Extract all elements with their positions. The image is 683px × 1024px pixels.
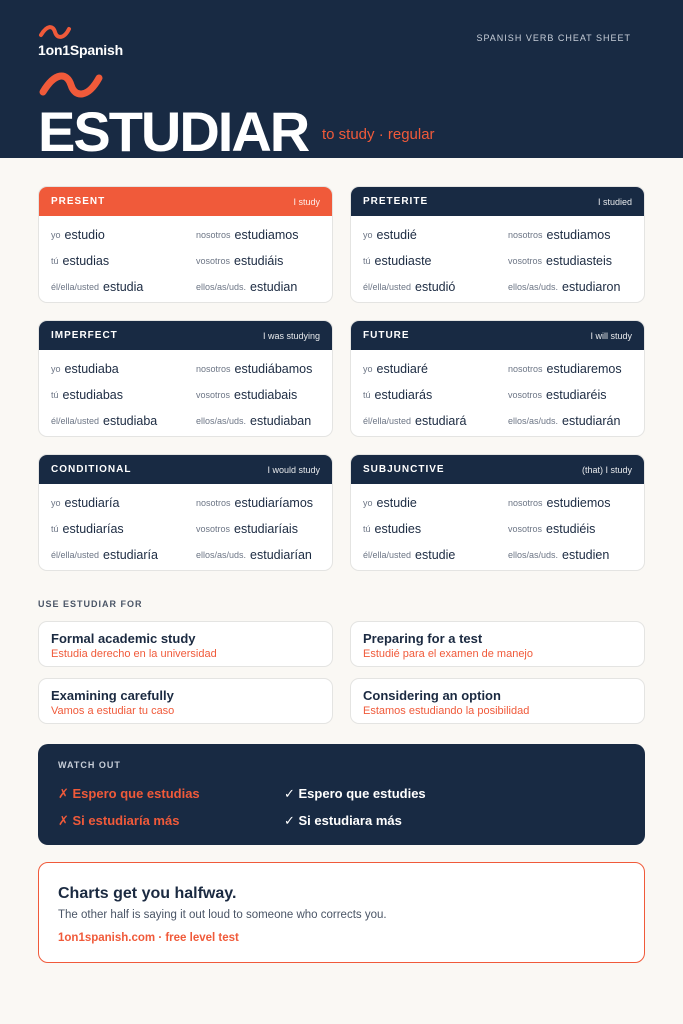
conjugation-cell: [508, 382, 645, 408]
verb-meaning: to study · regular: [322, 126, 435, 143]
tense-card-present: [38, 186, 333, 303]
verb-form: estudiaría: [64, 496, 120, 510]
cta-link[interactable]: 1on1spanish.com · free level test: [58, 932, 239, 944]
pronoun: ellos/as/uds.: [196, 416, 247, 426]
verb-form: estudias: [62, 254, 110, 268]
pronoun: él/ella/usted: [363, 550, 412, 560]
pronoun: tú: [51, 390, 59, 400]
pronoun: yo: [363, 498, 373, 508]
pronoun: yo: [363, 230, 373, 240]
brand-logo[interactable]: 1on1Spanish: [38, 42, 123, 58]
verb-form: estudié: [376, 228, 417, 242]
pronoun: él/ella/usted: [363, 282, 412, 292]
pronoun: nosotros: [508, 230, 543, 240]
verb-form: estudies: [374, 522, 422, 536]
verb-form: estudiarían: [250, 548, 312, 562]
conjugation-cell: [196, 490, 333, 516]
uses-section-label: USE ESTUDIAR FOR: [38, 599, 143, 609]
tense-card-future: [350, 320, 645, 437]
use-title: Examining carefully: [51, 688, 174, 703]
tense-name: SUBJUNCTIVE: [363, 464, 445, 475]
pronoun: yo: [51, 498, 61, 508]
tense-header: [39, 321, 332, 350]
conjugation-cell: [196, 408, 333, 434]
watch-out-label: WATCH OUT: [58, 760, 121, 770]
tense-name: PRESENT: [51, 196, 106, 207]
pronoun: ellos/as/uds.: [196, 282, 247, 292]
conjugation-cell: [196, 248, 333, 274]
tense-header: [39, 455, 332, 484]
verb-form: estudiaron: [562, 280, 621, 294]
tense-card-imperfect: [38, 320, 333, 437]
conjugation-cell: [363, 516, 508, 542]
pronoun: tú: [363, 256, 371, 266]
pronoun: vosotros: [508, 524, 543, 534]
correct-example: ✓ Si estudiara más: [284, 813, 402, 828]
pronoun: nosotros: [196, 498, 231, 508]
tense-gloss: I will study: [590, 330, 632, 341]
use-card: [350, 621, 645, 667]
verb-form: estudian: [250, 280, 298, 294]
conjugation-cell: [363, 542, 508, 568]
conjugation-cell: [196, 382, 333, 408]
pronoun: tú: [51, 256, 59, 266]
conjugation-cell: [363, 356, 508, 382]
verb-form: estudiéis: [546, 522, 596, 536]
verb-form: estudie: [376, 496, 417, 510]
pronoun: tú: [363, 390, 371, 400]
pronoun: ellos/as/uds.: [196, 550, 247, 560]
verb-title: ESTUDIAR: [38, 100, 309, 163]
use-card: [38, 621, 333, 667]
conjugation-cell: [196, 222, 333, 248]
pronoun: tú: [51, 524, 59, 534]
pronoun: él/ella/usted: [363, 416, 412, 426]
conjugation-cell: [508, 274, 645, 300]
pronoun: nosotros: [508, 498, 543, 508]
conjugation-cell: [51, 222, 196, 248]
verb-form: estudia: [103, 280, 144, 294]
verb-form: estudiaréis: [546, 388, 607, 402]
conjugation-cell: [363, 490, 508, 516]
header: [0, 0, 683, 163]
tense-header: [351, 455, 644, 484]
conjugation-cell: [508, 408, 645, 434]
pronoun: vosotros: [196, 256, 231, 266]
conjugation-cell: [508, 516, 645, 542]
conjugation-cell: [363, 382, 508, 408]
pronoun: vosotros: [196, 524, 231, 534]
conjugation-cell: [51, 516, 196, 542]
conjugation-cell: [508, 542, 645, 568]
verb-form: estudiamos: [546, 228, 611, 242]
sheet-label: SPANISH VERB CHEAT SHEET: [476, 33, 631, 43]
conjugation-cell: [196, 542, 333, 568]
pronoun: vosotros: [196, 390, 231, 400]
tense-gloss: (that) I study: [581, 464, 632, 475]
tense-name: CONDITIONAL: [51, 464, 132, 475]
verb-form: estudió: [415, 280, 456, 294]
verb-form: estudiarías: [62, 522, 124, 536]
use-title: Preparing for a test: [363, 631, 483, 646]
use-example: Vamos a estudiar tu caso: [51, 705, 175, 717]
pronoun: vosotros: [508, 390, 543, 400]
conjugation-cell: [508, 356, 645, 382]
pronoun: yo: [363, 364, 373, 374]
conjugation-cell: [51, 274, 196, 300]
conjugation-cell: [508, 248, 645, 274]
verb-form: estudiarán: [562, 414, 621, 428]
verb-form: estudiará: [415, 414, 467, 428]
pronoun: tú: [363, 524, 371, 534]
use-card: [350, 678, 645, 724]
pronoun: ellos/as/uds.: [508, 282, 559, 292]
conjugation-cell: [508, 222, 645, 248]
verb-form: estudio: [64, 228, 105, 242]
verb-form: estudiabais: [234, 388, 298, 402]
pronoun: él/ella/usted: [51, 282, 100, 292]
pronoun: yo: [51, 364, 61, 374]
use-example: Estudié para el examen de manejo: [363, 648, 533, 660]
verb-form: estudiasteis: [546, 254, 613, 268]
brand-wave-icon: [38, 24, 72, 40]
verb-form: estudiábamos: [234, 362, 313, 376]
use-title: Considering an option: [363, 688, 501, 703]
use-example: Estamos estudiando la posibilidad: [363, 705, 530, 717]
verb-form: estudiaremos: [546, 362, 622, 376]
verb-form: estudiaban: [250, 414, 312, 428]
pronoun: nosotros: [508, 364, 543, 374]
conjugation-cell: [196, 516, 333, 542]
cta-text: The other half is saying it out loud to someone who corrects you.: [58, 909, 387, 921]
tense-header: [351, 187, 644, 216]
wrong-example: ✗ Espero que estudias: [58, 786, 200, 801]
pronoun: yo: [51, 230, 61, 240]
verb-form: estudiaríais: [234, 522, 298, 536]
conjugation-cell: [363, 274, 508, 300]
pronoun: ellos/as/uds.: [508, 416, 559, 426]
wrong-example: ✗ Si estudiaría más: [58, 813, 180, 828]
pronoun: ellos/as/uds.: [508, 550, 559, 560]
verb-form: estudiaste: [374, 254, 432, 268]
verb-form: estudiaré: [376, 362, 428, 376]
verb-form: estudiaríamos: [234, 496, 314, 510]
conjugation-cell: [51, 542, 196, 568]
tense-gloss: I study: [293, 196, 320, 207]
conjugation-cell: [196, 356, 333, 382]
conjugation-cell: [363, 408, 508, 434]
use-card: [38, 678, 333, 724]
tense-name: FUTURE: [363, 330, 410, 341]
watch-out-panel: [38, 744, 645, 845]
pronoun: nosotros: [196, 230, 231, 240]
pronoun: nosotros: [196, 364, 231, 374]
verb-form: estudiarás: [374, 388, 433, 402]
use-title: Formal academic study: [51, 631, 196, 646]
tense-card-subjunctive: [350, 454, 645, 571]
verb-form: estudiabas: [62, 388, 123, 402]
tense-gloss: I was studying: [262, 330, 320, 341]
wave-icon: [38, 70, 104, 100]
conjugation-cell: [51, 356, 196, 382]
tense-header: [351, 321, 644, 350]
use-example: Estudia derecho en la universidad: [51, 648, 217, 660]
conjugation-cell: [51, 382, 196, 408]
tense-header: [39, 187, 332, 216]
tense-card-preterite: [350, 186, 645, 303]
cta-box: [38, 862, 645, 963]
verb-form: estudiaba: [103, 414, 158, 428]
conjugation-cell: [196, 274, 333, 300]
conjugation-cell: [508, 490, 645, 516]
verb-form: estudien: [562, 548, 610, 562]
tense-card-conditional: [38, 454, 333, 571]
correct-example: ✓ Espero que estudies: [284, 786, 426, 801]
tense-gloss: I studied: [597, 196, 632, 207]
conjugation-cell: [51, 490, 196, 516]
tense-gloss: I would study: [267, 464, 320, 475]
verb-form: estudiaría: [103, 548, 158, 562]
cta-title: Charts get you halfway.: [58, 885, 237, 902]
verb-form: estudiáis: [234, 254, 284, 268]
pronoun: él/ella/usted: [51, 416, 100, 426]
verb-form: estudiaba: [64, 362, 119, 376]
tense-name: PRETERITE: [363, 196, 429, 207]
tense-name: IMPERFECT: [51, 330, 118, 341]
pronoun: vosotros: [508, 256, 543, 266]
conjugation-cell: [363, 222, 508, 248]
verb-form: estudie: [415, 548, 456, 562]
verb-form: estudiamos: [234, 228, 299, 242]
conjugation-cell: [51, 248, 196, 274]
pronoun: él/ella/usted: [51, 550, 100, 560]
verb-form: estudiemos: [546, 496, 611, 510]
conjugation-cell: [51, 408, 196, 434]
conjugation-cell: [363, 248, 508, 274]
